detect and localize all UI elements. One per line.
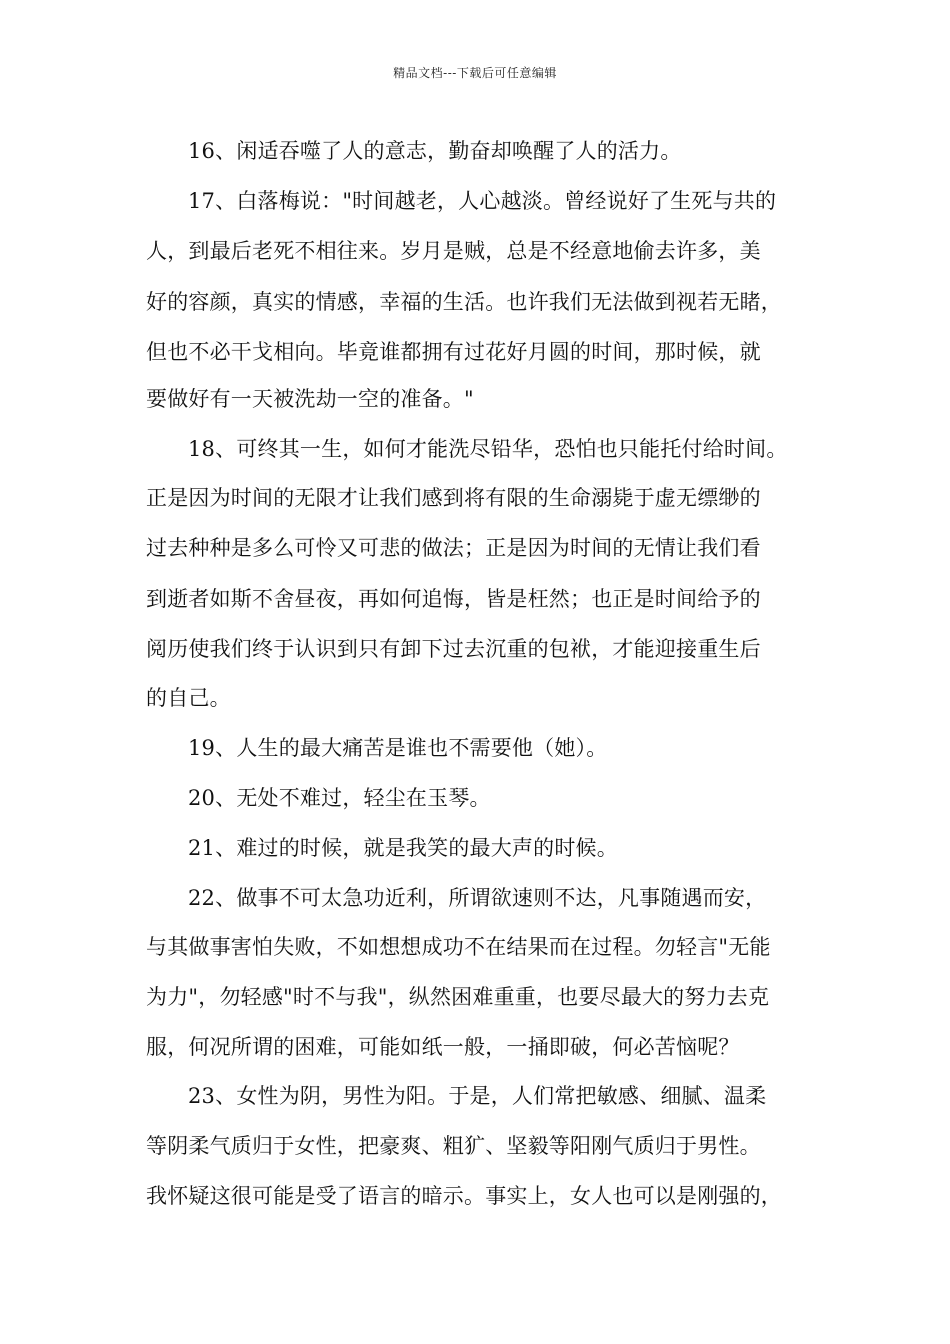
text-line: 22、做事不可太急功近利，所谓欲速则不达，凡事随遇而安， bbox=[188, 886, 767, 910]
text-line: 我怀疑这很可能是受了语言的暗示。事实上，女人也可以是刚强的， bbox=[146, 1184, 782, 1208]
text-line: 18、可终其一生，如何才能洗尽铅华，恐怕也只能托付给时间。 bbox=[188, 437, 788, 461]
text-line: 23、女性为阴，男性为阳。于是，人们常把敏感、细腻、温柔 bbox=[188, 1084, 767, 1108]
text-line: 等阴柔气质归于女性，把豪爽、粗犷、坚毅等阳刚气质归于男性。 bbox=[146, 1134, 761, 1158]
text-line: 到逝者如斯不舍昼夜，再如何追悔，皆是枉然；也正是时间给予的 bbox=[146, 587, 761, 611]
text-line: 阅历使我们终于认识到只有卸下过去沉重的包袱，才能迎接重生后 bbox=[146, 637, 761, 661]
text-line: 与其做事害怕失败，不如想想成功不在结果而在过程。勿轻言"无能 bbox=[146, 935, 771, 959]
text-line: 要做好有一天被洗劫一空的准备。" bbox=[146, 387, 474, 411]
text-line: 20、无处不难过，轻尘在玉琴。 bbox=[188, 786, 491, 810]
text-line: 过去种种是多么可怜又可悲的做法；正是因为时间的无情让我们看 bbox=[146, 536, 761, 560]
text-line: 17、白落梅说："时间越老，人心越淡。曾经说好了生死与共的 bbox=[188, 189, 777, 213]
text-line: 服，何况所谓的困难，可能如纸一般，一捅即破，何必苦恼呢？ bbox=[146, 1035, 740, 1059]
text-line: 的自己。 bbox=[146, 686, 231, 710]
text-line: 21、难过的时候，就是我笑的最大声的时候。 bbox=[188, 836, 618, 860]
text-line: 人，到最后老死不相往来。岁月是贼，总是不经意地偷去许多，美 bbox=[146, 239, 761, 263]
text-line: 为力"，勿轻感"时不与我"，纵然困难重重，也要尽最大的努力去克 bbox=[146, 985, 770, 1009]
text-line: 正是因为时间的无限才让我们感到将有限的生命溺毙于虚无缥缈的 bbox=[146, 486, 761, 510]
page-header: 精品文档---下载后可任意编辑 bbox=[393, 66, 557, 80]
text-line: 16、闲适吞噬了人的意志，勤奋却唤醒了人的活力。 bbox=[188, 139, 682, 163]
text-line: 好的容颜，真实的情感，幸福的生活。也许我们无法做到视若无睹， bbox=[146, 290, 782, 314]
text-line: 19、人生的最大痛苦是谁也不需要他（她）。 bbox=[188, 736, 608, 760]
text-line: 但也不必干戈相向。毕竟谁都拥有过花好月圆的时间，那时候，就 bbox=[146, 340, 761, 364]
